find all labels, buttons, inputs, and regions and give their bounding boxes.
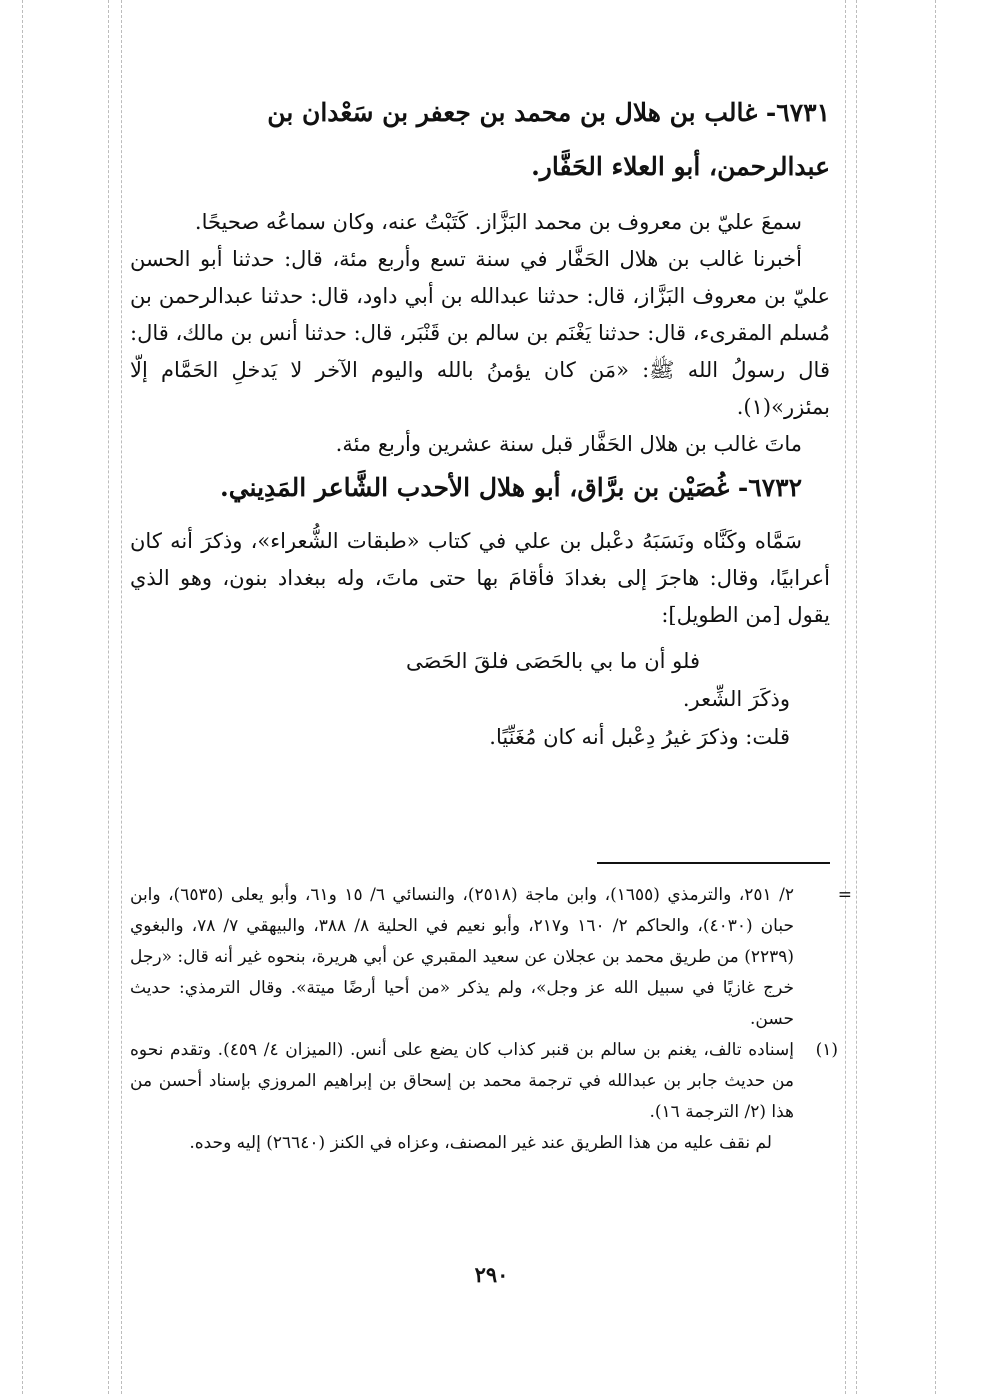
footnote-1-text: إسناده تالف، يغنم بن سالم بن قنبر كذاب كان يضع على أنس. (الميزان ٤/ ٤٥٩). وتقدم نحوه من حديث جابر بن عبدالله في ترجمة محمد بن إسحاق بن إبراهيم المروزي بإسناد أحسن من هذا (٢/ الترجمة ١٦). xyxy=(130,1040,794,1122)
scan-guide-line xyxy=(108,0,109,1394)
page-number: ٢٩٠ xyxy=(474,1262,509,1287)
scan-guide-line xyxy=(22,0,23,1394)
scan-guide-line xyxy=(935,0,936,1394)
footnote-continuation-text: ٢/ ٢٥١، والترمذي (١٦٥٥)، وابن ماجة (٢٥١٨)، والنسائي ٦/ ١٥ و٦١، وأبو يعلى (٦٥٣٥)، وابن حبان (٤٠٣٠)، والحاكم ٢/ ١٦٠ و٢١٧، وأبو نعيم في الحلية ٨/ ٣٨٨، والبيهقي ٧/ ٧٨، والبغوي (٢٢٣٩) من طريق محمد بن عجلان عن سعيد المقبري عن أبي هريرة، بنحوه غير أنه قال: «رجل خرج غازيًا في سبيل الله عز وجل»، ولم يذكر «من أحيا أرضًا ميتة». وقال الترمذي: حديث حسن. xyxy=(130,885,794,1029)
footnote-1-continued xyxy=(130,1128,830,1159)
entry-6732-paragraph: سَمَّاه وكَنَّاه ونَسَبَهُ دعْبل بن علي في كتاب «طبقات الشُّعراء»، وذكرَ أنه كان أعرابيًا، وقال: هاجرَ إلى بغدادَ فأقامَ بها حتى ماتَ، وله ببغداد بنون، وهو الذي يقول [من الطويل]: xyxy=(130,529,830,627)
continuation-mark: = xyxy=(837,885,852,905)
footnote-1-text-2: لم نقف عليه من هذا الطريق عند غير المصنف، وعزاه في الكنز (٢٦٦٤٠) إليه وحده. xyxy=(189,1133,772,1153)
author-note: قلت: وذكرَ غيرُ دِعْبل أنه كان مُغَنِّيًا. xyxy=(489,725,790,749)
poem-verse: فلو أن ما بي بالحَصَى فلقَ الحَصَى xyxy=(405,649,700,673)
footnotes xyxy=(130,880,852,1159)
scan-guide-line xyxy=(856,0,857,1394)
footnote-1 xyxy=(130,1035,838,1128)
entry-6731-heading-line2: عبدالرحمن، أبو العلاء الحَفَّار. xyxy=(531,152,830,181)
page-body xyxy=(130,86,830,756)
footnote-separator xyxy=(597,862,830,864)
entry-6731-heading-line1: ٦٧٣١- غالب بن هلال بن محمد بن جعفر بن سَعْدان بن xyxy=(267,98,830,127)
entry-6731-death-note: ماتَ غالب بن هلال الحَفَّار قبل سنة عشرين وأربع مئة. xyxy=(335,432,802,456)
scan-guide-line xyxy=(121,0,122,1394)
after-verse-note: وذكَرَ الشِّعر. xyxy=(682,687,790,711)
spacer xyxy=(130,194,830,204)
scan-guide-line xyxy=(845,0,846,1394)
entry-6731-paragraph: سمعَ عليّ بن معروف بن محمد البَزَّاز. كَتَبْتُ عنه، وكان سماعُه صحيحًا. xyxy=(194,210,802,234)
footnote-continuation xyxy=(130,880,852,1035)
entry-6731-isnad-paragraph: أخبرنا غالب بن هلال الحَفَّار في سنة تسع وأربع مئة، قال: حدثنا أبو الحسن عليّ بن معروف البَزَّاز، قال: حدثنا عبدالله بن أبي داود، قال: حدثنا عبدالرحمن بن مُسلم المقرىء، قال: حدثنا يَغْنَم بن سالم بن قَنْبَر، قال: حدثنا أنس بن مالك، قال: قال رسولُ الله ﷺ: «مَن كان يؤمنُ بالله واليوم الآخر لا يَدخلِ الحَمَّام إلّا بمئزر»(١). xyxy=(130,247,830,419)
footnote-number: (١) xyxy=(815,1040,838,1060)
spacer xyxy=(130,513,830,523)
entry-6732-heading: ٦٧٣٢- غُصَيْن بن برَّاق، أبو هلال الأحدب الشَّاعر المَدِيني. xyxy=(220,473,802,502)
